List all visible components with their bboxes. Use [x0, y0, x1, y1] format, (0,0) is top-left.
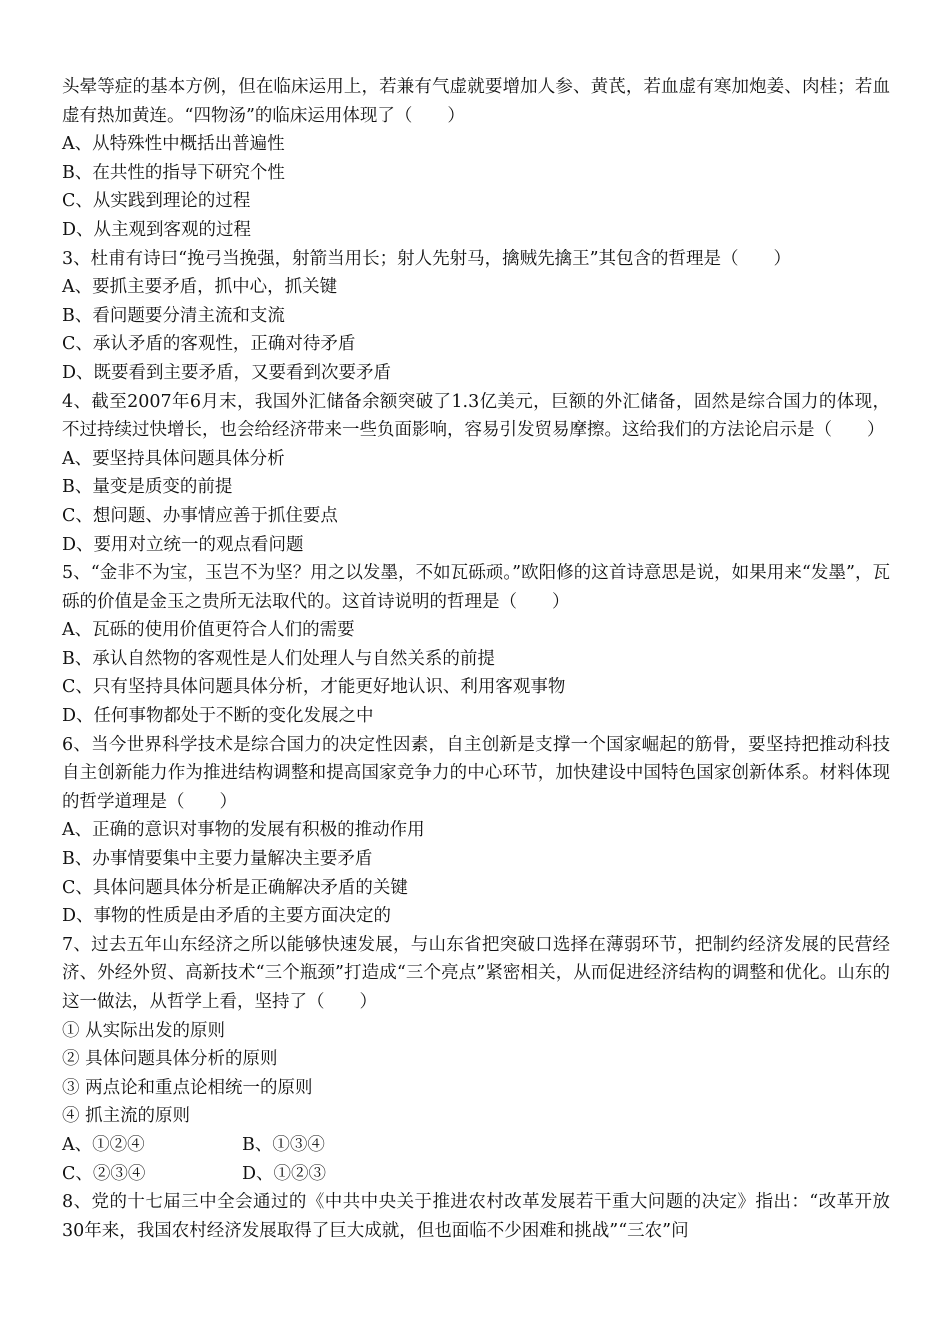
q7-choice-c: C、②③④ [62, 1163, 146, 1184]
q4-stem: 4、截至2007年6月末，我国外汇储备余额突破了1.3亿美元，巨额的外汇储备，固然是综合国力的体现，不过持续过快增长，也会给经济带来一些负面影响，容易引发贸易摩擦。这给我们的方法论启示是（ ） [62, 391, 890, 441]
q2-option-b: B、在共性的指导下研究个性 [62, 162, 285, 183]
q4-option-d: D、要用对立统一的观点看问题 [62, 534, 304, 555]
q6-option-d: D、事物的性质是由矛盾的主要方面决定的 [62, 906, 392, 927]
q5-stem: 5、“金非不为宝，玉岂不为坚？用之以发墨，不如瓦砾顽。”欧阳修的这首诗意思是说，如果用来“发墨”，瓦砾的价值是金玉之贵所无法取代的。这首诗说明的哲理是（ ） [62, 563, 890, 612]
q7-choice-row-1 [62, 1131, 890, 1160]
q7-item-2: ② 具体问题具体分析的原则 [62, 1049, 278, 1070]
q3-option-a: A、要抓主要矛盾，抓中心，抓关键 [62, 277, 338, 298]
q7-item-3: ③ 两点论和重点论相统一的原则 [62, 1077, 313, 1098]
q3-option-d: D、既要看到主要矛盾，又要看到次要矛盾 [62, 362, 392, 383]
q3-stem: 3、杜甫有诗曰“挽弓当挽强，射箭当用长；射人先射马，擒贼先擒王”其包含的哲理是（ ） [62, 248, 792, 269]
q6-option-c: C、具体问题具体分析是正确解决矛盾的关键 [62, 877, 408, 898]
q7-choice-a: A、①②④ [62, 1134, 145, 1155]
q5-option-d: D、任何事物都处于不断的变化发展之中 [62, 706, 374, 727]
q4-option-a: A、要坚持具体问题具体分析 [62, 448, 285, 469]
q7-stem: 7、过去五年山东经济之所以能够快速发展，与山东省把突破口选择在薄弱环节，把制约经济发展的民营经济、外经外贸、高新技术“三个瓶颈”打造成“三个亮点”紧密相关，从而促进经济结构的调整和优化。山东的这一做法，从哲学上看，坚持了（ ） [62, 934, 890, 1012]
document-page [62, 73, 890, 1245]
q2-option-c: C、从实践到理论的过程 [62, 191, 251, 212]
q5-option-c: C、只有坚持具体问题具体分析，才能更好地认识、利用客观事物 [62, 677, 566, 698]
q2-stem-continuation: 头晕等症的基本方例，但在临床运用上，若兼有气虚就要增加人参、黄芪，若血虚有寒加炮姜、肉桂；若血虚有热加黄连。“四物汤”的临床运用体现了（ ） [62, 77, 890, 126]
q7-choice-b: B、①③④ [242, 1134, 325, 1155]
q6-option-a: A、正确的意识对事物的发展有积极的推动作用 [62, 820, 425, 841]
q7-item-4: ④ 抓主流的原则 [62, 1106, 191, 1127]
q2-option-a: A、从特殊性中概括出普遍性 [62, 134, 285, 155]
q4-option-b: B、量变是质变的前提 [62, 477, 233, 498]
q4-option-c: C、想问题、办事情应善于抓住要点 [62, 505, 338, 526]
q8-stem: 8、党的十七届三中全会通过的《中共中央关于推进农村改革发展若干重大问题的决定》指出：“改革开放30年来，我国农村经济发展取得了巨大成就，但也面临不少困难和挑战”“三农”问 [62, 1192, 890, 1241]
q6-option-b: B、办事情要集中主要力量解决主要矛盾 [62, 849, 373, 870]
q7-choice-row-2 [62, 1160, 890, 1189]
q3-option-c: C、承认矛盾的客观性，正确对待矛盾 [62, 334, 356, 355]
q3-option-b: B、看问题要分清主流和支流 [62, 305, 285, 326]
q2-option-d: D、从主观到客观的过程 [62, 219, 252, 240]
q6-stem: 6、当今世界科学技术是综合国力的决定性因素，自主创新是支撑一个国家崛起的筋骨，要坚持把推动科技自主创新能力作为推进结构调整和提高国家竞争力的中心环节，加快建设中国特色国家创新体系。材料体现的哲学道理是（ ） [62, 734, 890, 812]
q5-option-b: B、承认自然物的客观性是人们处理人与自然关系的前提 [62, 648, 495, 669]
q7-item-1: ① 从实际出发的原则 [62, 1020, 226, 1041]
q7-choice-d: D、①②③ [242, 1163, 327, 1184]
q5-option-a: A、瓦砾的使用价值更符合人们的需要 [62, 620, 355, 641]
